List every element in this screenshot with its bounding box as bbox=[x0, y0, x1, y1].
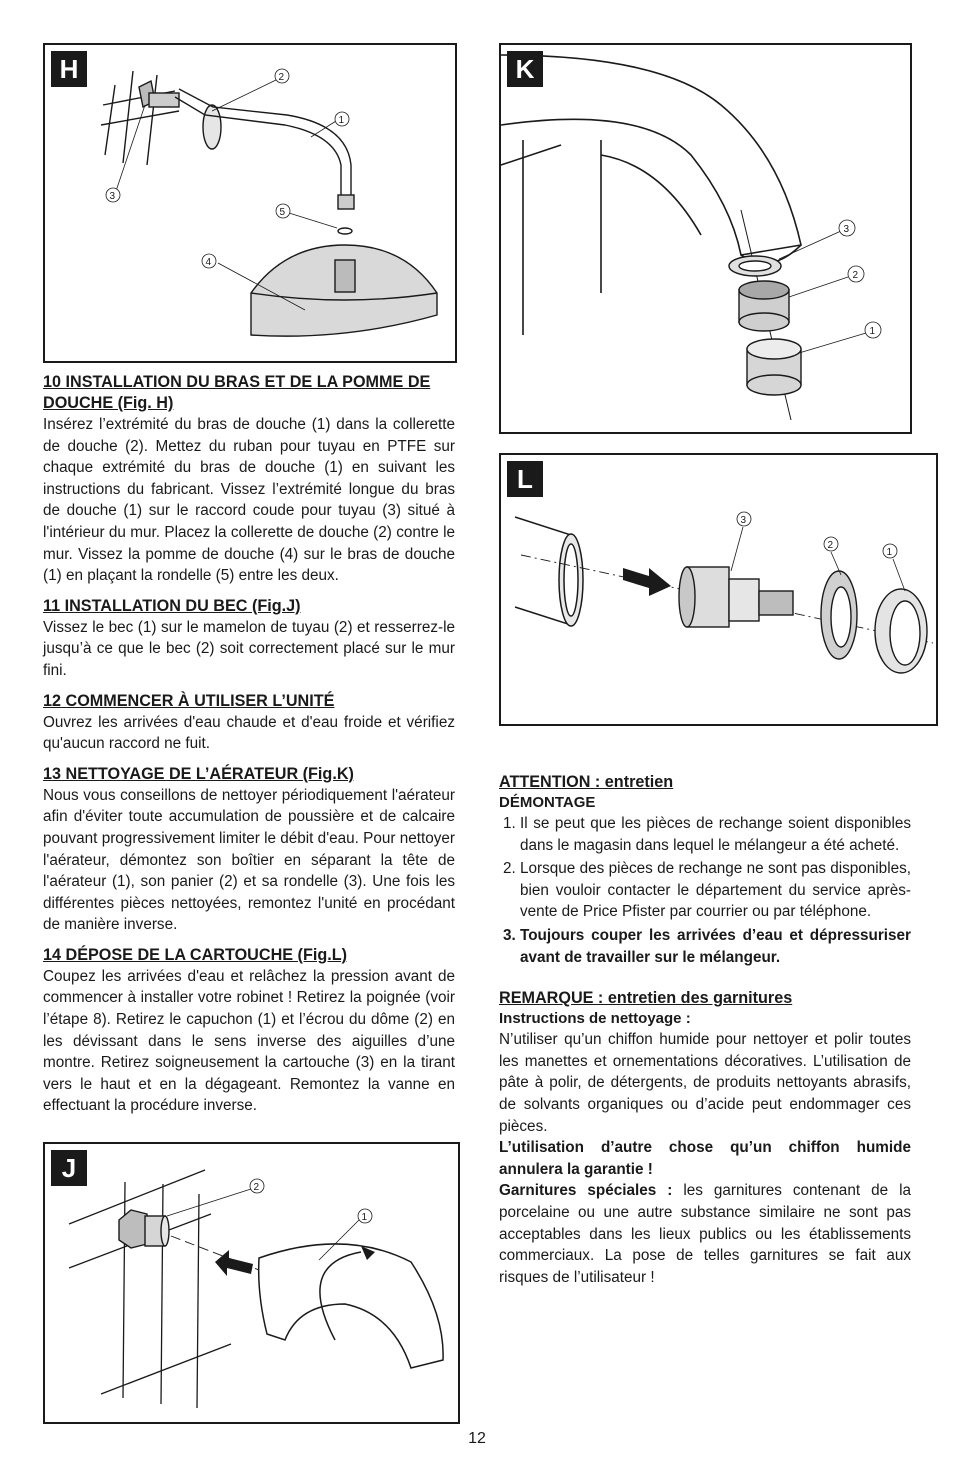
remarque-section bbox=[499, 988, 911, 1288]
l-callout-2: 2 bbox=[827, 540, 834, 551]
figure-k bbox=[499, 43, 912, 434]
h-callout-2: 2 bbox=[278, 72, 285, 83]
remarque-heading: REMARQUE : entretien des garnitures bbox=[499, 989, 793, 1008]
special-trim-text: les garnitures contenant de la porcelaine ou une autre substance similaire ne sont pas acceptables dans les lieux publics ou les établissements commerciaux. La pose de telles garnitures se fait aux risques de l’utilisateur ! bbox=[499, 1182, 911, 1286]
attention-item-3: 3. Toujours couper les arrivées d’eau et dépressuriser avant de travailler sur le mélangeur. bbox=[520, 925, 911, 968]
section-12-body: Ouvrez les arrivées d'eau chaude et d'eau froide et vérifiez qu'aucun raccord ne fuit. bbox=[43, 713, 455, 753]
section-11-heading: 11 INSTALLATION DU BEC (Fig.J) bbox=[43, 596, 301, 615]
l-callout-1: 1 bbox=[886, 547, 893, 558]
h-callout-1: 1 bbox=[338, 115, 345, 126]
figure-j bbox=[43, 1142, 460, 1424]
k-callout-2: 2 bbox=[852, 270, 859, 281]
section-12 bbox=[43, 691, 455, 755]
h-callout-3: 3 bbox=[109, 191, 116, 202]
h-callout-5: 5 bbox=[279, 207, 286, 218]
figure-l-label: L bbox=[507, 461, 543, 497]
figure-k-label: K bbox=[507, 51, 543, 87]
section-14-body: Coupez les arrivées d'eau et relâchez la pression avant de commencer à installer votre robinet ! Retirez la poignée (voir l’étape 8). Retirez le capuchon (1) et l’écrou du dôme (2) en les dévissant dans le sens inverse des aiguilles d’une montre. Retirez soigneusement la cartouche (3) en la tirant vers le haut et en la dégageant. Remontez la vanne en effectuant la procédure inverse. bbox=[43, 967, 455, 1115]
remarque-subheading: Instructions de nettoyage : bbox=[499, 1010, 691, 1028]
cleaning-instructions: N’utiliser qu’un chiffon humide pour nettoyer et polir toutes les manettes et ornementations décoratives. L’utilisation de pâte à polir, de détergents, de produits nettoyants abrasifs, de solvants organiques ou d’acide peut endommager ces pièces. bbox=[499, 1031, 911, 1135]
section-12-heading: 12 COMMENCER À UTILISER L’UNITÉ bbox=[43, 691, 335, 710]
remarque-body bbox=[499, 1029, 911, 1288]
shower-arm-illustration bbox=[45, 45, 457, 363]
page-number: 12 bbox=[468, 1430, 486, 1447]
h-callout-4: 4 bbox=[205, 257, 212, 268]
right-column bbox=[499, 772, 911, 1297]
attention-heading: ATTENTION : entretien bbox=[499, 773, 674, 791]
section-13-body: Nous vous conseillons de nettoyer périodiquement l'aérateur afin d'éviter toute accumulation de poussière et de calcaire pouvant progressivement limiter le débit d'eau. Pour nettoyer l'aérateur, démontez son boîtier en séparant la tête de l'aérateur (1), son panier (2) et sa rondelle (3). Une fois les différentes pièces nettoyées, remontez l'unité en procédant de manière inverse. bbox=[43, 786, 455, 934]
section-10-body: Insérez l’extrémité du bras de douche (1) dans la collerette de douche (2). Mettez du ruban pour tuyau en PTFE sur chaque extrémité du bras de douche (1) en suivant les instructions du fabricant. Vissez l’extrémité longue du bras de douche (1) sur le raccord coude pour tuyau (3) situé à l'intérieur du mur. Placez la collerette de douche (2) contre le mur. Vissez la pomme de douche (4) sur le bras de douche (1) en plaçant la rondelle (5) entre les deux. bbox=[43, 416, 455, 585]
section-13-heading: 13 NETTOYAGE DE L’AÉRATEUR (Fig.K) bbox=[43, 764, 354, 783]
attention-section bbox=[499, 772, 911, 968]
section-14 bbox=[43, 945, 455, 1117]
section-14-heading: 14 DÉPOSE DE LA CARTOUCHE (Fig.L) bbox=[43, 945, 347, 964]
attention-list bbox=[499, 813, 911, 968]
aerator-illustration bbox=[501, 45, 912, 434]
figure-h bbox=[43, 43, 457, 363]
section-13 bbox=[43, 764, 455, 936]
section-10-heading: 10 INSTALLATION DU BRAS ET DE LA POMME DE DOUCHE (Fig. H) bbox=[43, 373, 431, 412]
figure-h-label: H bbox=[51, 51, 87, 87]
spout-illustration bbox=[45, 1144, 460, 1424]
cartridge-illustration bbox=[501, 455, 938, 726]
special-trim-label: Garnitures spéciales : bbox=[499, 1182, 673, 1200]
j-callout-2: 2 bbox=[253, 1182, 260, 1193]
section-11-body: Vissez le bec (1) sur le mamelon de tuyau (2) et resserrez-le jusqu’à ce que le bec (2) soit correctement placé sur le mur fini. bbox=[43, 618, 455, 679]
attention-item-2: 2. Lorsque des pièces de rechange ne sont pas disponibles, bien vouloir contacter le département du service après-vente de Price Pfister par courrier ou par téléphone. bbox=[520, 858, 911, 923]
k-callout-1: 1 bbox=[869, 326, 876, 337]
k-callout-3: 3 bbox=[843, 224, 850, 235]
left-column bbox=[43, 372, 455, 1126]
figure-l bbox=[499, 453, 938, 726]
section-10 bbox=[43, 372, 455, 587]
attention-subheading: DÉMONTAGE bbox=[499, 794, 596, 811]
section-11 bbox=[43, 596, 455, 682]
attention-item-1: 1. Il se peut que les pièces de rechange soient disponibles dans le magasin dans lequel le mélangeur a été acheté. bbox=[520, 813, 911, 856]
special-trim-note bbox=[499, 1180, 911, 1288]
warranty-warning: L’utilisation d’autre chose qu’un chiffon humide annulera la garantie ! bbox=[499, 1139, 911, 1178]
j-callout-1: 1 bbox=[361, 1212, 368, 1223]
l-callout-3: 3 bbox=[740, 515, 747, 526]
figure-j-label: J bbox=[51, 1150, 87, 1186]
